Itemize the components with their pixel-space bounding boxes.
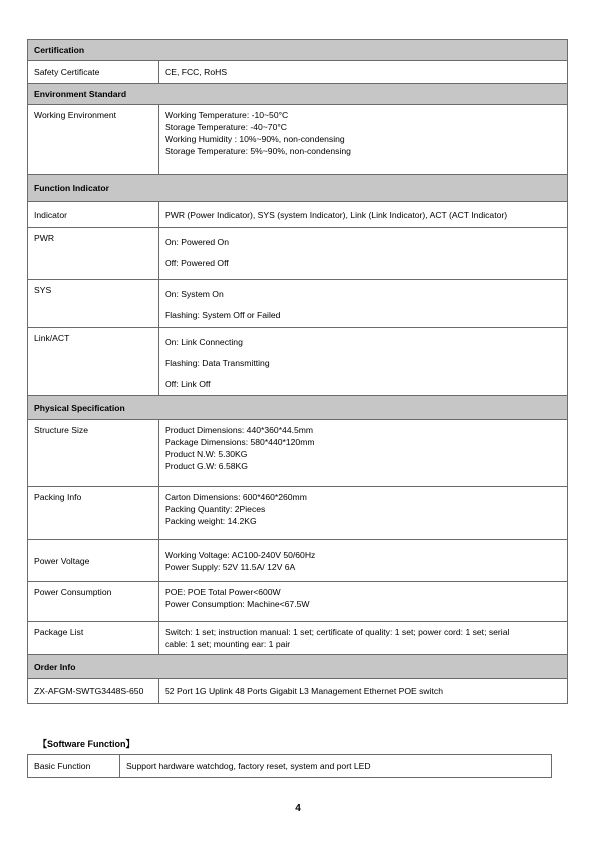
spec-row [28, 487, 568, 540]
spec-row [28, 755, 552, 778]
spec-value: Product Dimensions: 440*360*44.5mm Package Dimensions: 580*440*120mm Product N.W: 5.30KG Product G.W: 6.58KG [159, 420, 568, 487]
spec-value: On: System On Flashing: System Off or Failed [159, 280, 568, 328]
section-header-environment [28, 84, 568, 105]
section-title: Certification [28, 40, 568, 61]
spec-value: Carton Dimensions: 600*460*260mm Packing Quantity: 2Pieces Packing weight: 14.2KG [159, 487, 568, 540]
spec-label: Power Consumption [28, 582, 159, 622]
spec-value: On: Link Connecting Flashing: Data Transmitting Off: Link Off [159, 328, 568, 396]
software-function-title: 【Software Function】 [38, 739, 135, 749]
spec-label: Structure Size [28, 420, 159, 487]
spec-label: Package List [28, 622, 159, 655]
spec-label: SYS [28, 280, 159, 328]
section-header-function-indicator [28, 175, 568, 202]
spec-row [28, 540, 568, 582]
spec-label: Working Environment [28, 105, 159, 175]
section-header-order [28, 655, 568, 679]
spec-row [28, 622, 568, 655]
spec-row [28, 202, 568, 228]
spec-value: Switch: 1 set; instruction manual: 1 set; certificate of quality: 1 set; power cord: 1 set; serial cable: 1 set; mounting ear: 1 pair [159, 622, 568, 655]
section-title: Physical Specification [28, 396, 568, 420]
spec-row [28, 420, 568, 487]
spec-label: Link/ACT [28, 328, 159, 396]
spec-row [28, 61, 568, 84]
spec-value: Working Temperature: -10~50°C Storage Temperature: -40~70°C Working Humidity : 10%~90%, non-condensing Storage Temperature: 5%~90%, non-condensing [159, 105, 568, 175]
spec-row [28, 328, 568, 396]
spec-label: PWR [28, 228, 159, 280]
specification-table [27, 39, 568, 704]
section-header-certification [28, 40, 568, 61]
spec-label: Power Voltage [28, 540, 159, 582]
spec-label: Indicator [28, 202, 159, 228]
spec-value: PWR (Power Indicator), SYS (system Indicator), Link (Link Indicator), ACT (ACT Indicator) [159, 202, 568, 228]
spec-value: Working Voltage: AC100-240V 50/60Hz Power Supply: 52V 11.5A/ 12V 6A [159, 540, 568, 582]
spec-row [28, 280, 568, 328]
spec-value: 52 Port 1G Uplink 48 Ports Gigabit L3 Management Ethernet POE switch [159, 679, 568, 704]
spec-value: Support hardware watchdog, factory reset, system and port LED [120, 755, 552, 778]
section-title: Function Indicator [28, 175, 568, 202]
spec-row [28, 105, 568, 175]
spec-value: POE: POE Total Power<600W Power Consumption: Machine<67.5W [159, 582, 568, 622]
spec-value: On: Powered On Off: Powered Off [159, 228, 568, 280]
section-title: Environment Standard [28, 84, 568, 105]
spec-row [28, 228, 568, 280]
spec-row [28, 679, 568, 704]
spec-label: Packing Info [28, 487, 159, 540]
software-function-table [27, 754, 552, 778]
spec-label: Safety Certificate [28, 61, 159, 84]
spec-row [28, 582, 568, 622]
section-header-physical [28, 396, 568, 420]
spec-label: Basic Function [28, 755, 120, 778]
section-title: Order Info [28, 655, 568, 679]
spec-value: CE, FCC, RoHS [159, 61, 568, 84]
page-number: 4 [295, 803, 301, 814]
spec-label: ZX-AFGM-SWTG3448S-650 [28, 679, 159, 704]
